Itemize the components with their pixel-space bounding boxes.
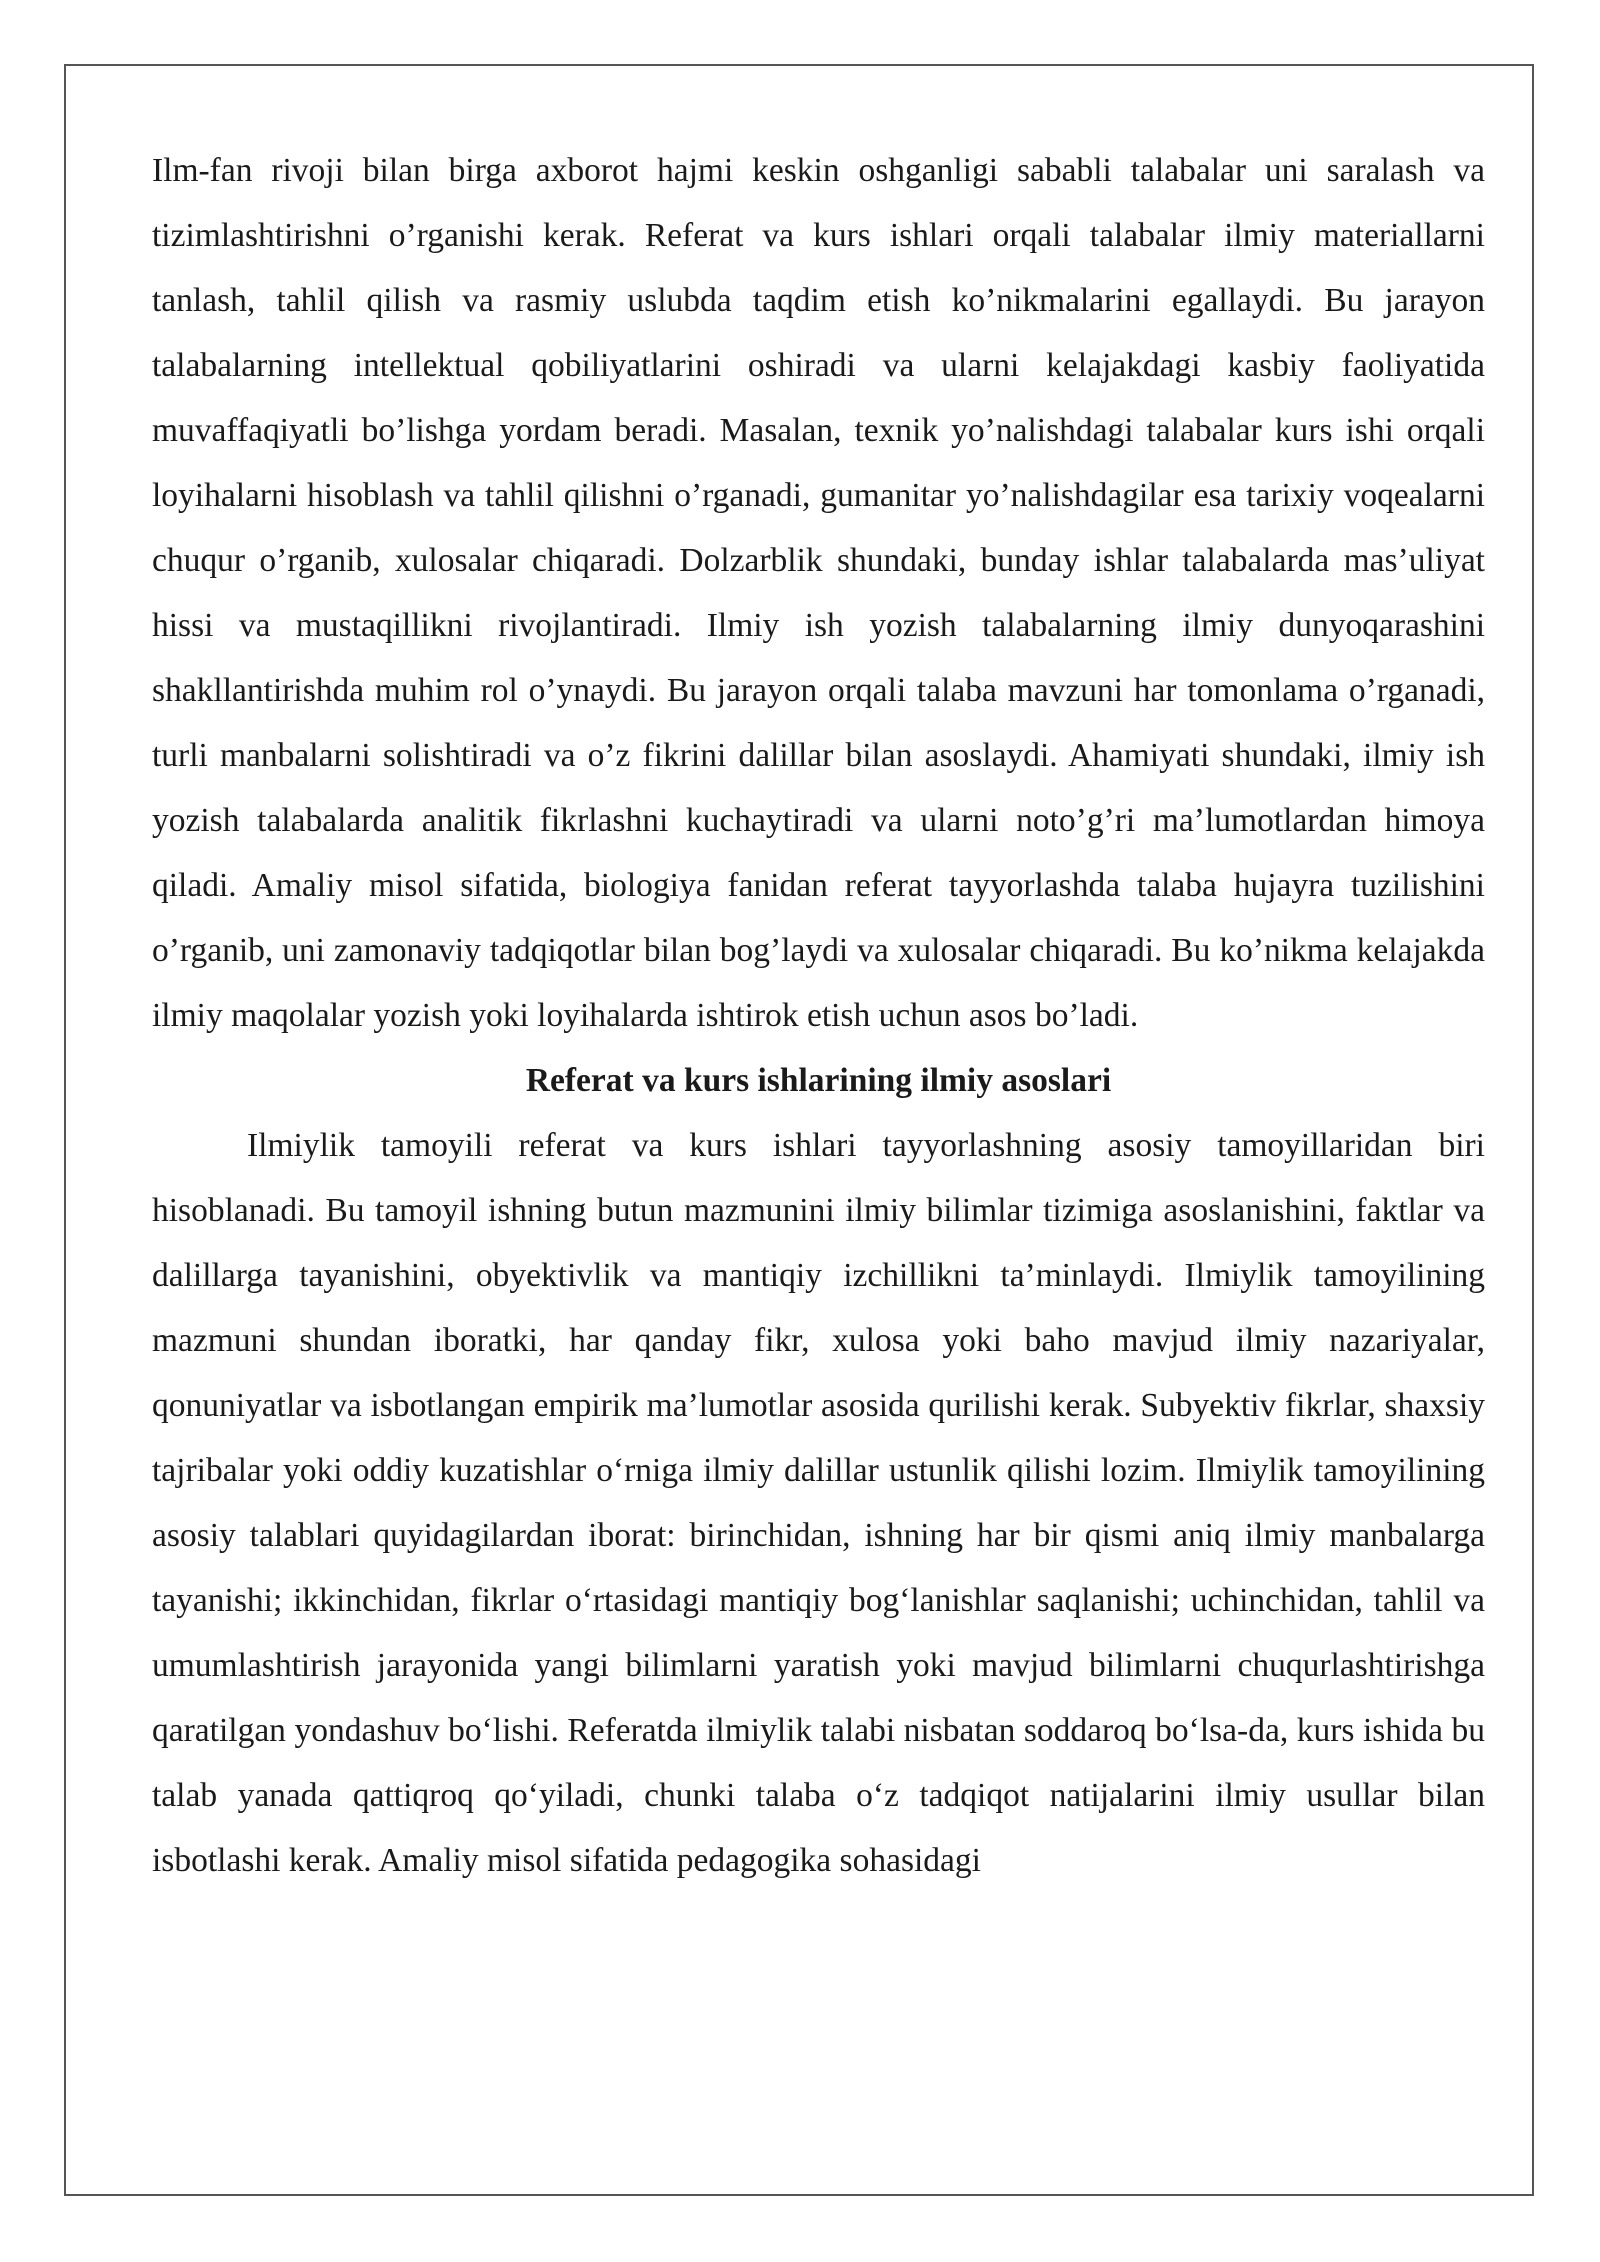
intro-paragraph: Ilm-fan rivoji bilan birga axborot hajmi keskin oshganligi sababli talabalar uni saralash va tizimlashtirishni o’rganishi kerak. Referat va kurs ishlari orqali talabalar ilmiy materiallarni tanlash, tahlil qilish va rasmiy uslubda taqdim etish ko’nikmalarini egallaydi. Bu jarayon talabalarning intellektual qobiliyatlarini oshiradi va ularni kelajakdagi kasbiy faoliyatida muvaffaqiyatli bo’lishga yordam beradi. Masalan, texnik yo’nalishdagi talabalar kurs ishi orqali loyihalarni hisoblash va tahlil qilishni o’rganadi, gumanitar yo’nalishdagilar esa tarixiy voqealarni chuqur o’rganib, xulosalar chiqaradi. Dolzarblik shundaki, bunday ishlar talabalarda mas’uliyat hissi va mustaqillikni rivojlantiradi. Ilmiy ish yozish talabalarning ilmiy dunyoqarashini shakllantirishda muhim rol o’ynaydi. Bu jarayon orqali talaba mavzuni har tomonlama o’rganadi, turli manbalarni solishtiradi va o’z fikrini dalillar bilan asoslaydi. Ahamiyati shundaki, ilmiy ish yozish talabalarda analitik fikrlashni kuchaytiradi va ularni noto’g’ri ma’lumotlardan himoya qiladi. Amaliy misol sifatida, biologiya fanidan referat tayyorlashda talaba hujayra tuzilishini o’rganib, uni zamonaviy tadqiqotlar bilan bog’laydi va xulosalar chiqaradi. Bu ko’nikma kelajakda ilmiy maqolalar yozish yoki loyihalarda ishtirok etish uchun asos bo’ladi. <box>152 152 1485 1034</box>
body-paragraph: Ilmiylik tamoyili referat va kurs ishlari tayyorlashning asosiy tamoyillaridan biri hisoblanadi. Bu tamoyil ishning butun mazmunini ilmiy bilimlar tizimiga asoslanishini, faktlar va dalillarga tayanishini, obyektivlik va mantiqiy izchillikni ta’minlaydi. Ilmiylik tamoyilining mazmuni shundan iboratki, har qanday fikr, xulosa yoki baho mavjud ilmiy nazariyalar, qonuniyatlar va isbotlangan empirik ma’lumotlar asosida qurilishi kerak. Subyektiv fikrlar, shaxsiy tajribalar yoki oddiy kuzatishlar o‘rniga ilmiy dalillar ustunlik qilishi lozim. Ilmiylik tamoyilining asosiy talablari quyidagilardan iborat: birinchidan, ishning har bir qismi aniq ilmiy manbalarga tayanishi; ikkinchidan, fikrlar o‘rtasidagi mantiqiy bog‘lanishlar saqlanishi; uchinchidan, tahlil va umumlashtirish jarayonida yangi bilimlarni yaratish yoki mavjud bilimlarni chuqurlashtirishga qaratilgan yondashuv bo‘lishi. Referatda ilmiylik talabi nisbatan soddaroq bo‘lsa-da, kurs ishida bu talab yanada qattiqroq qo‘yiladi, chunki talaba o‘z tadqiqot natijalarini ilmiy usullar bilan isbotlashi kerak. Amaliy misol sifatida pedagogika sohasidagi <box>152 1127 1485 1879</box>
document-body <box>152 138 1485 1893</box>
section-heading: Referat va kurs ishlarining ilmiy asoslari <box>525 1062 1112 1099</box>
